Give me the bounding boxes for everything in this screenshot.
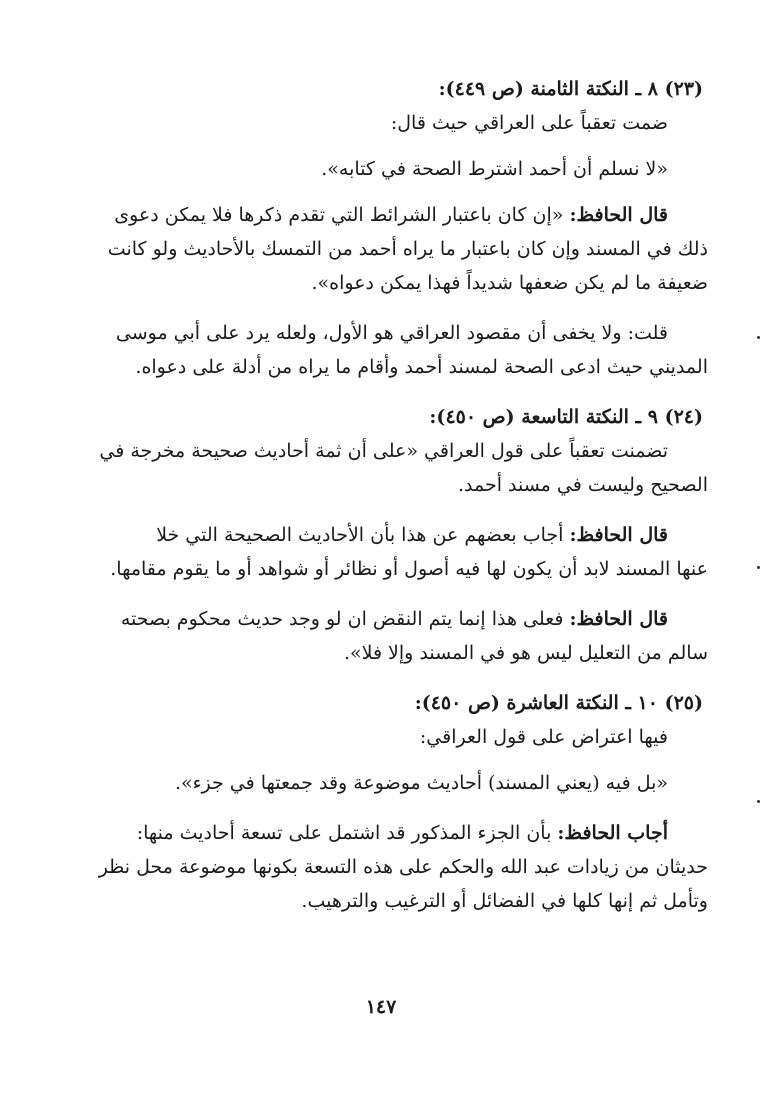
hafiz-label: قال الحافظ: xyxy=(569,524,668,546)
section-23-intro: ضمت تعقباً على العراقي حيث قال: xyxy=(390,112,668,134)
margin-dot xyxy=(757,336,760,339)
section-23-hafiz-line-2: ذلك في المسند وإن كان باعتبار ما يراه أحمد من التمسك بالأحاديث ولو كانت xyxy=(107,238,708,260)
section-25-intro: فيها اعتراض على قول العراقي: xyxy=(419,726,668,748)
answer-label: أجاب الحافظ: xyxy=(557,822,668,844)
section-24-hafiz1-line-2: عنها المسند لابد أن يكون لها فيه أصول أو نظائر أو شواهد أو ما يقوم مقامها. xyxy=(110,558,708,580)
section-24-hafiz2-line-1 xyxy=(96,602,708,636)
section-25-answer-line-2: حديثان من زيادات عبد الله والحكم على هذه التسعة بكونها موضوعة محل نظر xyxy=(98,856,708,878)
margin-dot xyxy=(757,566,760,569)
section-24-heading: (٢٤) ٩ ـ النكتة التاسعة (ص ٤٥٠): xyxy=(429,406,703,428)
section-23-hafiz-line-3: ضعيفة ما لم يكن ضعفها شديداً فهذا يمكن دعواه». xyxy=(311,272,708,294)
section-23-quote: «لا نسلم أن أحمد اشترط الصحة في كتابه». xyxy=(321,158,668,180)
page-body xyxy=(96,72,708,918)
section-23-note-line-1: قلت: ولا يخفى أن مقصود العراقي هو الأول، ولعله يرد على أبي موسى xyxy=(115,322,668,344)
section-24-hafiz1-text: أجاب بعضهم عن هذا بأن الأحاديث الصحيحة التي خلا xyxy=(156,524,570,546)
section-24-intro-line-2: الصحيح وليست في مسند أحمد. xyxy=(457,474,708,496)
section-24-hafiz2-text: فعلى هذا إنما يتم النقض ان لو وجد حديث محكوم بصحته xyxy=(120,608,570,630)
section-23-heading: (٢٣) ٨ ـ النكتة الثامنة (ص ٤٤٩): xyxy=(438,78,703,100)
section-25-quote: «بل فيه (يعني المسند) أحاديث موضوعة وقد جمعتها في جزء». xyxy=(174,772,668,794)
hafiz-label: قال الحافظ: xyxy=(569,204,668,226)
section-25-answer-text: بأن الجزء المذكور قد اشتمل على تسعة أحاديث منها: xyxy=(136,822,558,844)
section-23-hafiz-line-1 xyxy=(96,198,708,232)
section-23-hafiz-text: «إن كان باعتبار الشرائط التي تقدم ذكرها فلا يمكن دعوى xyxy=(114,204,570,226)
section-23-note-line-2: المديني حيث ادعى الصحة لمسند أحمد وأقام ما يراه من أدلة على دعواه. xyxy=(135,356,708,378)
section-24-hafiz1-line-1 xyxy=(96,518,708,552)
section-24-intro-line-1: تضمنت تعقباً على قول العراقي «على أن ثمة أحاديث صحيحة مخرجة في xyxy=(99,440,668,462)
section-24-hafiz2-line-2: سالم من التعليل ليس هو في المسند وإلا فلا». xyxy=(343,642,708,664)
section-25-heading: (٢٥) ١٠ ـ النكتة العاشرة (ص ٤٥٠): xyxy=(414,692,703,714)
margin-dot xyxy=(757,800,760,803)
section-25-answer-line-1 xyxy=(96,816,708,850)
hafiz-label: قال الحافظ: xyxy=(569,608,668,630)
section-25-answer-line-3: وتأمل ثم إنها كلها في الفضائل أو الترغيب والترهيب. xyxy=(301,890,708,912)
page-number: ١٤٧ xyxy=(365,996,397,1018)
